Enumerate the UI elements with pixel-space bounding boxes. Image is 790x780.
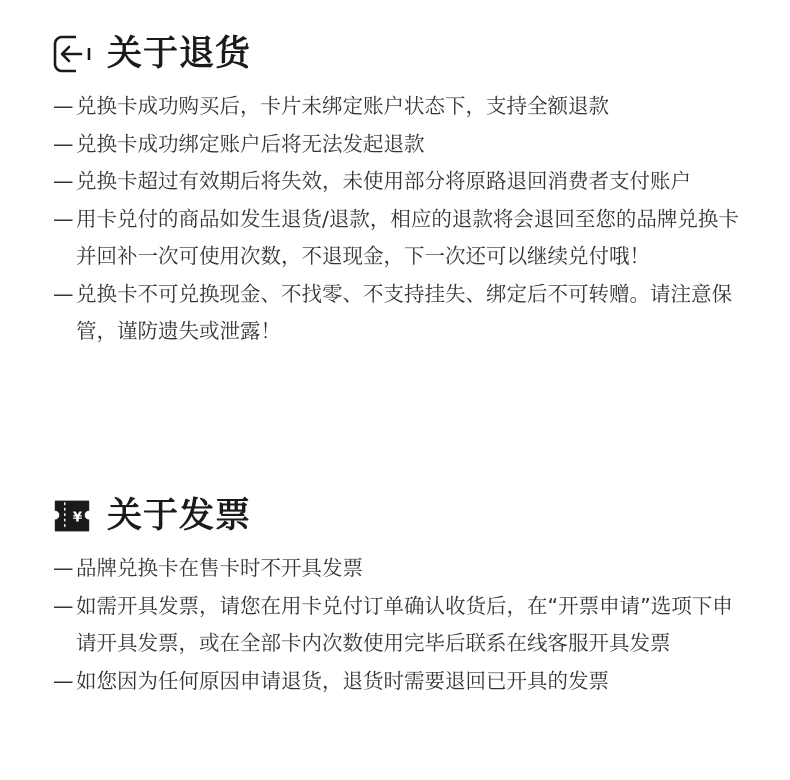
bullet-dash: —	[53, 556, 74, 580]
invoice-rule-text: 如需开具发票，请您在用卡兑付订单确认收货后，在“开票申请”选项下申请开具发票，或在全部卡内次数使用完毕后联系在线客服开具发票	[76, 593, 733, 655]
refund-rule-text: 兑换卡不可兑换现金、不找零、不支持挂失、绑定后不可转赠。请注意保管，谨防遗失或泄露！	[76, 281, 732, 343]
ticket-yen-icon	[53, 497, 91, 535]
invoice-rule-list	[53, 550, 753, 700]
refund-rule-text: 用卡兑付的商品如发生退货/退款，相应的退款将会退回至您的品牌兑换卡并回补一次可使用次数，不退现金，下一次还可以继续兑付哦！	[76, 206, 739, 268]
refund-rule-item	[53, 201, 753, 276]
refund-rule-item	[53, 276, 753, 351]
refund-rule-item	[53, 163, 753, 201]
bullet-dash: —	[53, 593, 74, 618]
invoice-section-title: 关于发票	[107, 496, 252, 536]
invoice-section	[53, 492, 753, 700]
refund-section-header	[53, 30, 753, 78]
invoice-rule-text: 品牌兑换卡在售卡时不开具发票	[76, 556, 363, 580]
refund-rule-text: 兑换卡超过有效期后将失效，未使用部分将原路退回消费者支付账户	[76, 169, 691, 193]
refund-rule-list	[53, 88, 753, 351]
bullet-dash: —	[53, 131, 74, 156]
refund-rule-item	[53, 88, 753, 126]
refund-rule-text: 兑换卡成功购买后，卡片未绑定账户状态下，支持全额退款	[76, 94, 609, 118]
bullet-dash: —	[53, 94, 74, 118]
bullet-dash: —	[53, 169, 74, 193]
svg-text:¥: ¥	[72, 509, 83, 526]
invoice-rule-text: 如您因为任何原因申请退货，退货时需要退回已开具的发票	[76, 668, 609, 693]
bullet-dash: —	[53, 281, 74, 306]
invoice-rule-item	[53, 588, 753, 663]
refund-section-title: 关于退货	[107, 34, 252, 74]
exit-arrow-icon	[53, 35, 91, 73]
invoice-rule-item	[53, 663, 753, 701]
bullet-dash: —	[53, 206, 74, 231]
refund-rule-text: 兑换卡成功绑定账户后将无法发起退款	[76, 131, 425, 156]
invoice-rule-item	[53, 550, 753, 588]
refund-section	[53, 30, 753, 351]
bullet-dash: —	[53, 668, 74, 693]
invoice-section-header	[53, 492, 753, 540]
refund-rule-item	[53, 126, 753, 164]
